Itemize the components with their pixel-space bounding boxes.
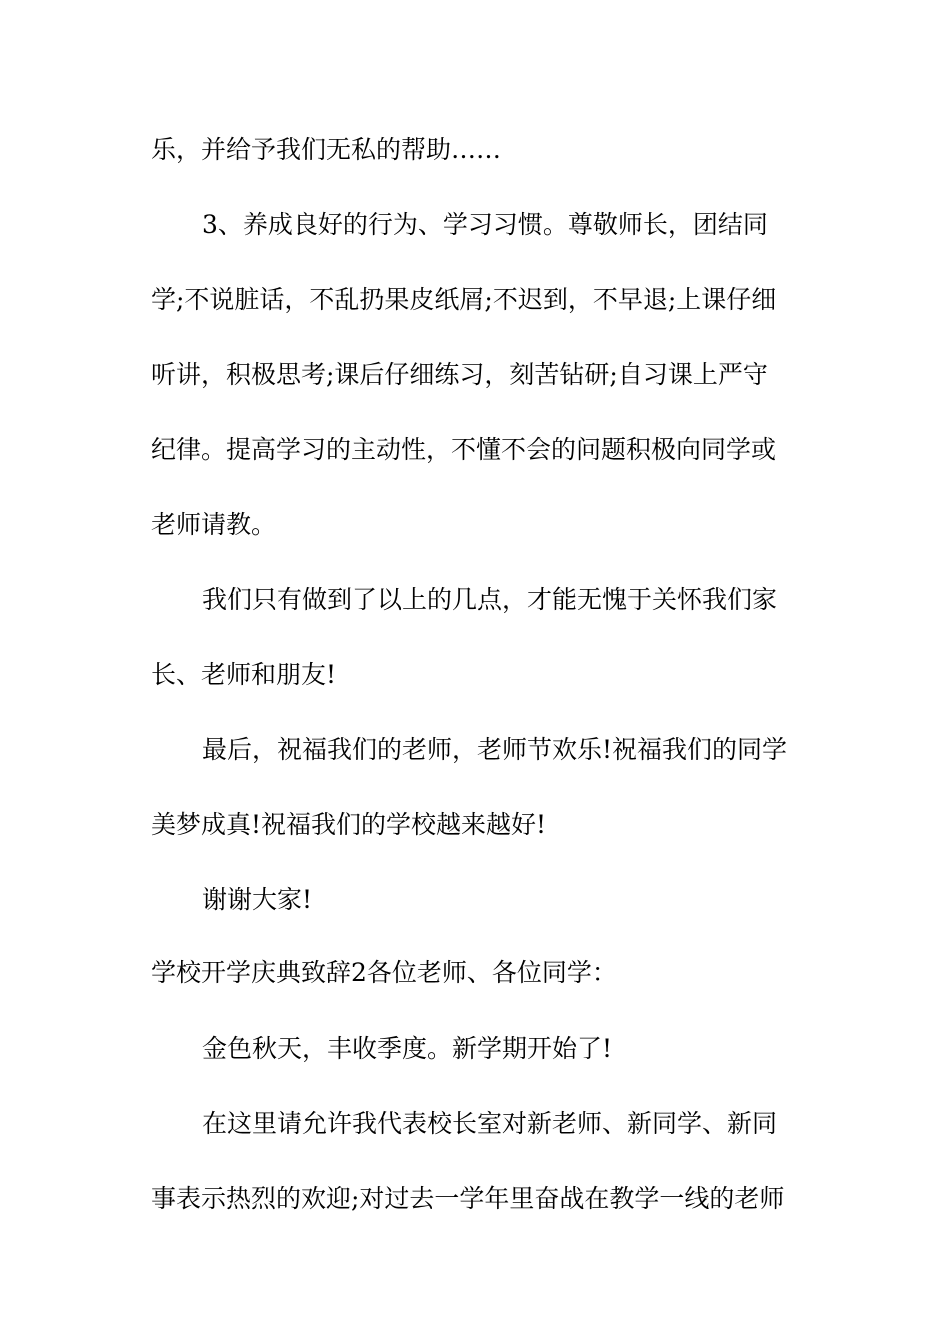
text-line: 纪律。提高学习的主动性，不懂不会的问题积极向同学或 [151,435,777,464]
text-line: 乐，并给予我们无私的帮助…… [151,135,502,164]
text-line: 谢谢大家! [202,885,313,914]
text-line: 3、养成良好的行为、学习习惯。尊敬师长，团结同 [202,210,768,239]
text-line: 我们只有做到了以上的几点，才能无愧于关怀我们家 [202,585,778,614]
text-line: 美梦成真!祝福我们的学校越来越好! [151,810,547,839]
section-heading: 学校开学庆典致辞2各位老师、各位同学： [151,958,617,987]
text-line: 事表示热烈的欢迎;对过去一学年里奋战在教学一线的老师 [151,1184,785,1213]
text-line: 听讲，积极思考;课后仔细练习，刻苦钻研;自习课上严守 [151,360,768,389]
text-line: 金色秋天，丰收季度。新学期开始了! [202,1034,613,1063]
text-line: 老师请教。 [151,510,277,539]
text-line: 在这里请允许我代表校长室对新老师、新同学、新同 [202,1109,778,1138]
text-line: 长、老师和朋友! [151,660,337,689]
text-line: 最后，祝福我们的老师，老师节欢乐!祝福我们的同学 [202,735,788,764]
text-line: 学;不说脏话，不乱扔果皮纸屑;不迟到，不早退;上课仔细 [151,285,777,314]
